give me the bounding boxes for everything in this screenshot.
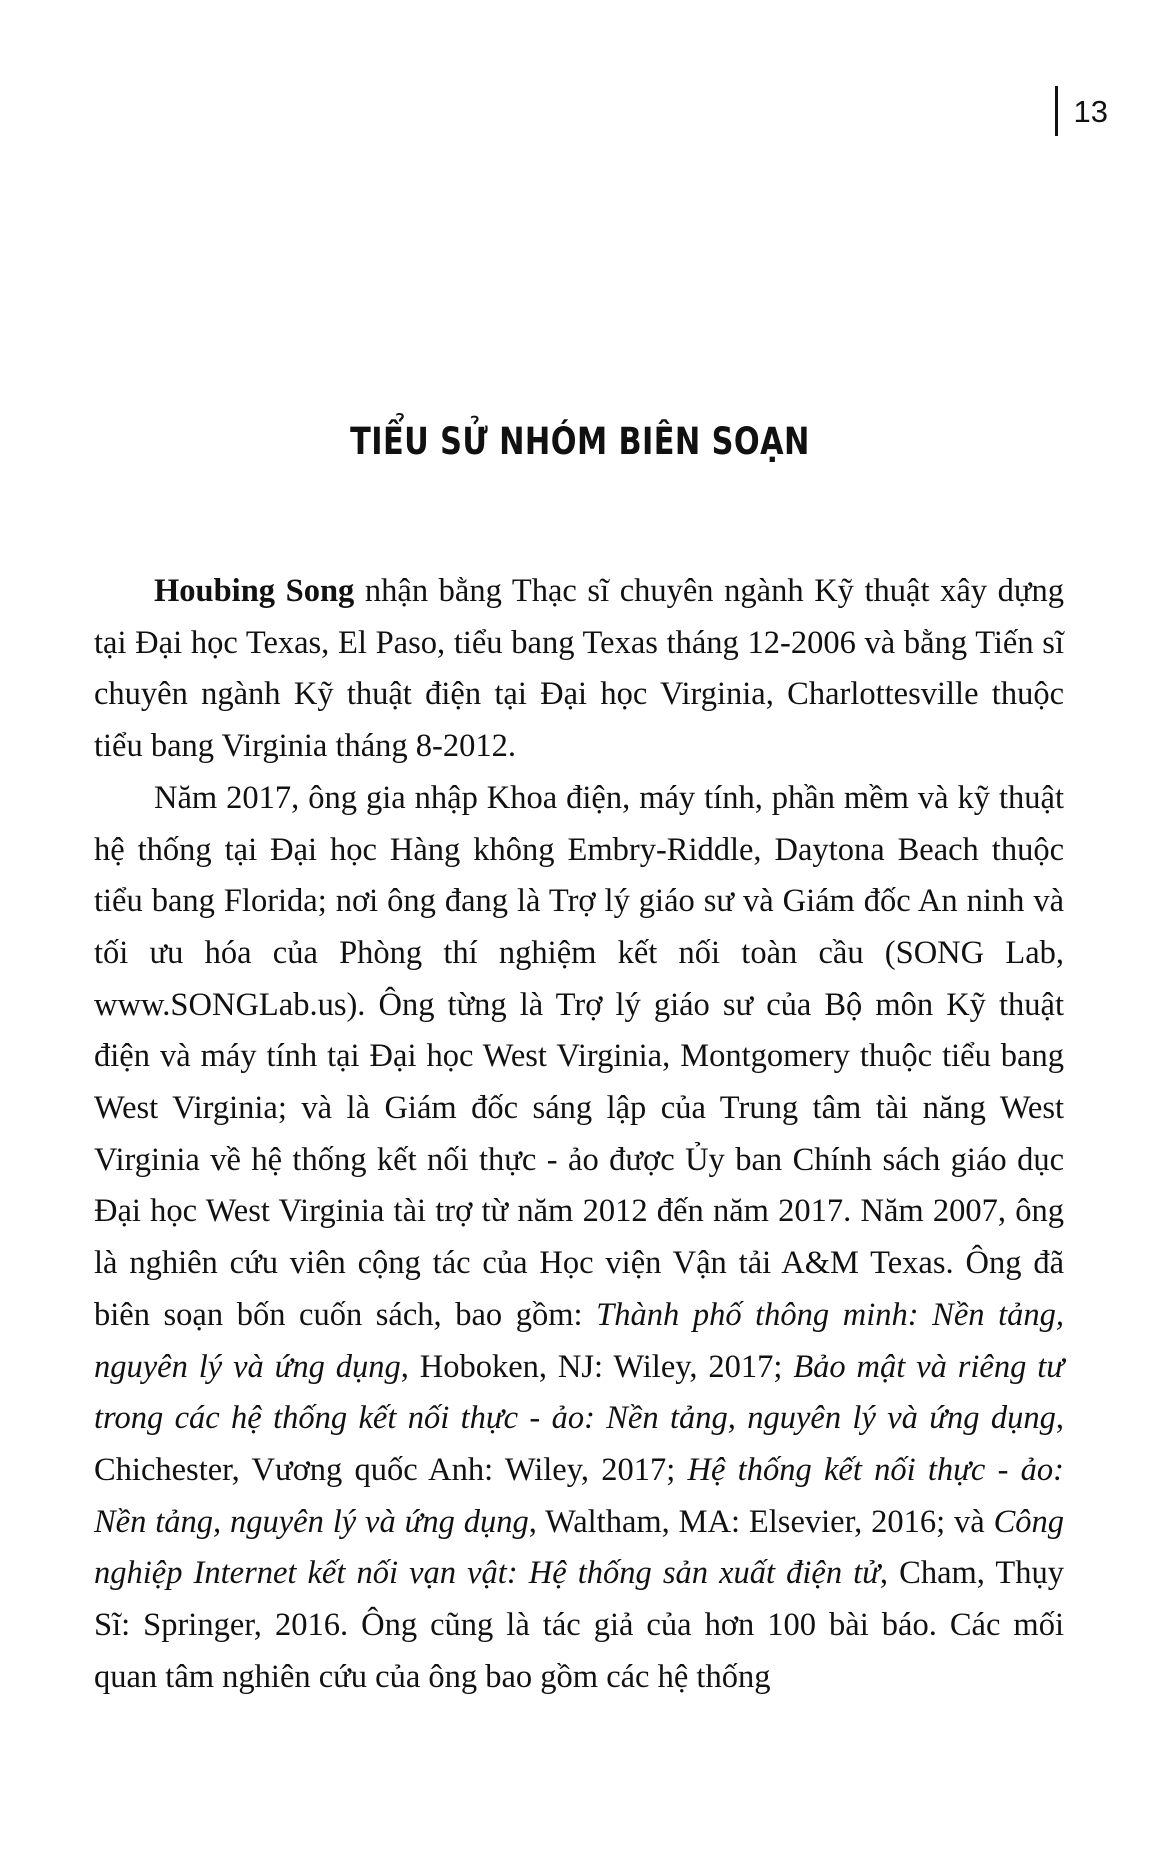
book-title-2: Bảo mật và riêng tư trong các hệ thống kết nối thực - ảo: Nền tảng, nguyên lý và ứng dụng bbox=[94, 1348, 1064, 1437]
section-title: TIỂU SỬ NHÓM BIÊN SOẠN bbox=[350, 420, 810, 463]
book-publisher-1: , Hoboken, NJ: Wiley, 2017; bbox=[400, 1348, 794, 1385]
book-publisher-3: , Waltham, MA: Elsevier, 2016; và bbox=[528, 1503, 994, 1540]
header-rule bbox=[1055, 86, 1058, 136]
book-title-4: Công nghiệp Internet kết nối vạn vật: Hệ thống sản xuất điện tử bbox=[94, 1503, 1064, 1592]
body-text bbox=[94, 566, 1064, 1703]
page-number: 13 bbox=[1073, 93, 1108, 129]
paragraph-2 bbox=[94, 773, 1064, 1704]
book-title-1: Thành phố thông minh: Nền tảng, nguyên lý và ứng dụng bbox=[94, 1296, 1065, 1385]
paragraph-1 bbox=[94, 566, 1064, 773]
book-publisher-4: , Cham, Thụy Sĩ: Springer, 2016. Ông cũng là tác giả của hơn 100 bài báo. Các mối quan tâm nghiên cứu của ông bao gồm các hệ thống bbox=[94, 1555, 1064, 1695]
book-title-3: Hệ thống kết nối thực - ảo: Nền tảng, nguyên lý và ứng dụng bbox=[94, 1451, 1064, 1540]
paragraph-2-intro: Năm 2017, ông gia nhập Khoa điện, máy tính, phần mềm và kỹ thuật hệ thống tại Đại học Hàng không Embry-Riddle, Daytona Beach thuộc tiểu bang Florida; nơi ông đang là Trợ lý giáo sư và Giám đốc An ninh và tối ưu hóa của Phòng thí nghiệm kết nối toàn cầu (SONG Lab, www.SONGLab.us). Ông từng là Trợ lý giáo sư của Bộ môn Kỹ thuật điện và máy tính tại Đại học West Virginia, Montgomery thuộc tiểu bang West Virginia; và là Giám đốc sáng lập của Trung tâm tài năng West Virginia về hệ thống kết nối thực - ảo được Ủy ban Chính sách giáo dục Đại học West Virginia tài trợ từ năm 2012 đến năm 2017. Năm 2007, ông là nghiên cứu viên cộng tác của Học viện Vận tải A&M Texas. Ông đã biên soạn bốn cuốn sách, bao gồm: bbox=[94, 779, 1064, 1333]
author-name: Houbing Song bbox=[154, 573, 355, 609]
page-header bbox=[1055, 86, 1108, 136]
paragraph-1-text: nhận bằng Thạc sĩ chuyên ngành Kỹ thuật xây dựng tại Đại học Texas, El Paso, tiểu bang Texas tháng 12-2006 và bằng Tiến sĩ chuyên ngành Kỹ thuật điện tại Đại học Virginia, Charlottesville thuộc tiểu bang Virginia tháng 8-2012. bbox=[94, 573, 1064, 765]
book-publisher-2: , Chichester, Vương quốc Anh: Wiley, 2017; bbox=[94, 1400, 1064, 1488]
